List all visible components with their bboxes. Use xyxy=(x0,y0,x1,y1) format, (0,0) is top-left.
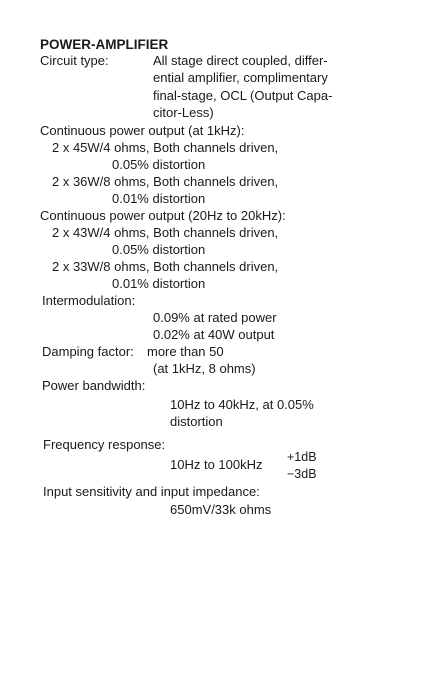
cont-power-1khz-line-1: 2 x 45W/4 ohms, Both channels driven, xyxy=(52,140,279,155)
circuit-type-line-4: citor-Less) xyxy=(153,105,214,120)
damping-factor-value: more than 50 xyxy=(147,344,224,359)
circuit-type-line-2: ential amplifier, complimentary xyxy=(153,70,328,85)
input-sensitivity-label: Input sensitivity and input impedance: xyxy=(43,484,260,499)
frequency-response-upper-tol: +1dB xyxy=(287,450,317,464)
power-bandwidth-label: Power bandwidth: xyxy=(42,378,146,393)
section-title: POWER-AMPLIFIER xyxy=(40,37,169,52)
cont-power-1khz-line-2: 0.05% distortion xyxy=(112,157,206,172)
cont-power-range-line-2: 0.05% distortion xyxy=(112,242,206,257)
input-sensitivity-value: 650mV/33k ohms xyxy=(170,502,272,517)
frequency-response-label: Frequency response: xyxy=(43,437,166,452)
cont-power-1khz-label: Continuous power output (at 1kHz): xyxy=(40,123,245,138)
cont-power-range-line-4: 0.01% distortion xyxy=(112,276,206,291)
circuit-type-label: Circuit type: xyxy=(40,53,109,68)
frequency-response-lower-tol: −3dB xyxy=(287,467,317,481)
circuit-type-line-1: All stage direct coupled, differ- xyxy=(153,53,328,68)
cont-power-range-label: Continuous power output (20Hz to 20kHz): xyxy=(40,208,286,223)
power-bandwidth-line-1: 10Hz to 40kHz, at 0.05% xyxy=(170,397,314,412)
power-bandwidth-line-2: distortion xyxy=(170,414,223,429)
cont-power-range-line-3: 2 x 33W/8 ohms, Both channels driven, xyxy=(52,259,279,274)
intermodulation-line-1: 0.09% at rated power xyxy=(153,310,277,325)
cont-power-1khz-line-3: 2 x 36W/8 ohms, Both channels driven, xyxy=(52,174,279,189)
cont-power-1khz-line-4: 0.01% distortion xyxy=(112,191,206,206)
damping-factor-note: (at 1kHz, 8 ohms) xyxy=(153,361,256,376)
cont-power-range-line-1: 2 x 43W/4 ohms, Both channels driven, xyxy=(52,225,279,240)
damping-factor-label: Damping factor: xyxy=(42,344,134,359)
intermodulation-label: Intermodulation: xyxy=(42,293,136,308)
circuit-type-line-3: final-stage, OCL (Output Capa- xyxy=(153,88,333,103)
intermodulation-line-2: 0.02% at 40W output xyxy=(153,327,275,342)
frequency-response-value: 10Hz to 100kHz xyxy=(170,457,263,472)
